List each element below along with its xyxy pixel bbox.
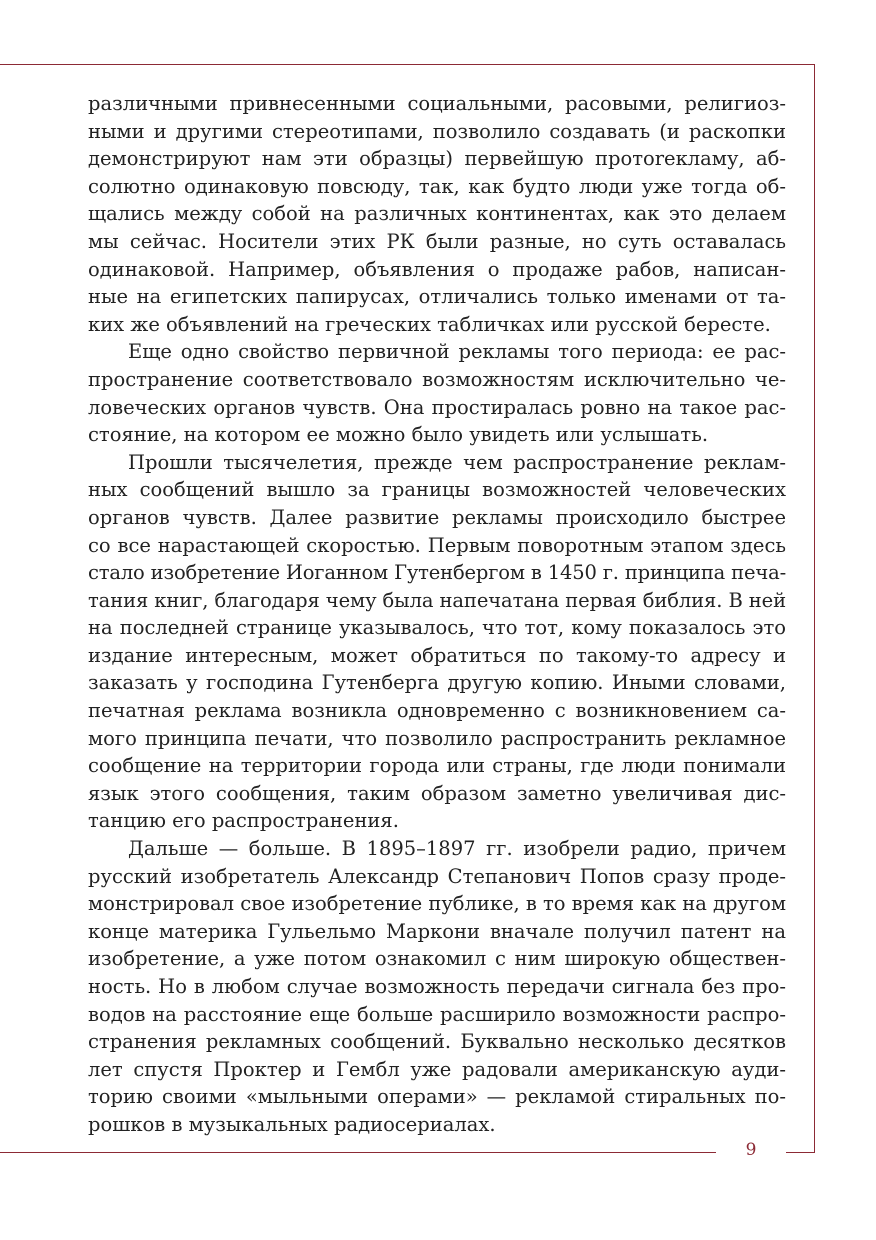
body-text: [88, 90, 786, 1139]
text-line: язык этого сообщения, таким образом заметно увеличивая дис-: [88, 781, 786, 805]
paragraph: [88, 835, 786, 1139]
text-line: издание интересным, может обратиться по такому-то адресу и: [88, 643, 786, 667]
text-line: торию своими «мыльными операми» — рекламой стиральных по-: [88, 1085, 786, 1109]
text-line: пространение соответствовало возможностям исключительно че-: [88, 367, 786, 391]
text-line: Еще одно свойство первичной рекламы того периода: ее рас-: [128, 340, 786, 364]
text-line: Прошли тысячелетия, прежде чем распространение реклам-: [128, 450, 786, 474]
paragraph: [88, 449, 786, 835]
page-frame-bottom-rule-left: [0, 1152, 716, 1153]
text-line: танцию его распространения.: [88, 809, 399, 833]
text-line: водов на расстояние еще больше расширило возможности распро-: [88, 1002, 786, 1026]
text-line: сообщение на территории города или страны, где люди понимали: [88, 754, 786, 778]
text-line: Дальше — больше. В 1895–1897 гг. изобрели радио, причем: [128, 837, 786, 861]
text-line: ные на египетских папирусах, отличались только именами от та-: [88, 285, 786, 309]
text-line: стояние, на котором ее можно было увидеть или услышать.: [88, 423, 709, 447]
text-line: одинаковой. Например, объявления о продаже рабов, написан-: [88, 257, 786, 281]
text-line: печатная реклама возникла одновременно с возникновением са-: [88, 699, 786, 723]
text-line: изобретение, а уже потом ознакомил с ним широкую обществен-: [88, 947, 786, 971]
text-line: ными и другими стереотипами, позволило создавать (и раскопки: [88, 119, 786, 143]
text-line: мого принципа печати, что позволило распространить рекламное: [88, 726, 786, 750]
page-number: 9: [745, 1140, 757, 1160]
text-line: заказать у господина Гутенберга другую копию. Иными словами,: [88, 671, 786, 695]
text-line: странения рекламных сообщений. Буквально несколько десятков: [88, 1030, 786, 1054]
text-line: тания книг, благодаря чему была напечатана первая библия. В ней: [88, 588, 786, 612]
text-line: солютно одинаковую повсюду, так, как будто люди уже тогда об-: [88, 174, 786, 198]
text-line: различными привнесенными социальными, расовыми, религиоз-: [88, 92, 786, 115]
text-line: монстрировал свое изобретение публике, в то время как на другом: [88, 892, 786, 916]
text-line: ловеческих органов чувств. Она простиралась ровно на такое рас-: [88, 395, 786, 419]
text-line: лет спустя Проктер и Гембл уже радовали американскую ауди-: [88, 1057, 786, 1081]
text-line: ких же объявлений на греческих табличках или русской бересте.: [88, 312, 771, 336]
text-line: ных сообщений вышло за границы возможностей человеческих: [88, 478, 786, 502]
text-line: на последней странице указывалось, что тот, кому показалось это: [88, 616, 786, 640]
text-line: ность. Но в любом случае возможность передачи сигнала без про-: [88, 975, 786, 998]
page-frame-bottom-rule-right: [786, 1152, 815, 1153]
text-line: конце материка Гульельмо Маркони вначале получил патент на: [88, 919, 786, 943]
page-frame-top-rule: [0, 64, 815, 65]
text-line: со все нарастающей скоростью. Первым поворотным этапом здесь: [88, 533, 786, 557]
text-line: стало изобретение Иоганном Гутенбергом в 1450 г. принципа печа-: [88, 561, 786, 585]
paragraph: [88, 338, 786, 448]
text-line: русский изобретатель Александр Степанович Попов сразу проде-: [88, 864, 786, 888]
text-line: органов чувств. Далее развитие рекламы происходило быстрее: [88, 505, 786, 529]
text-line: рошков в музыкальных радиосериалах.: [88, 1112, 496, 1136]
page-frame-right-rule: [814, 64, 815, 1153]
paragraph: [88, 90, 786, 338]
text-line: мы сейчас. Носители этих РК были разные, но суть оставалась: [88, 229, 786, 253]
text-line: щались между собой на различных континентах, как это делаем: [88, 202, 786, 226]
text-line: демонстрируют нам эти образцы) первейшую протоrекламу, аб-: [88, 147, 786, 171]
